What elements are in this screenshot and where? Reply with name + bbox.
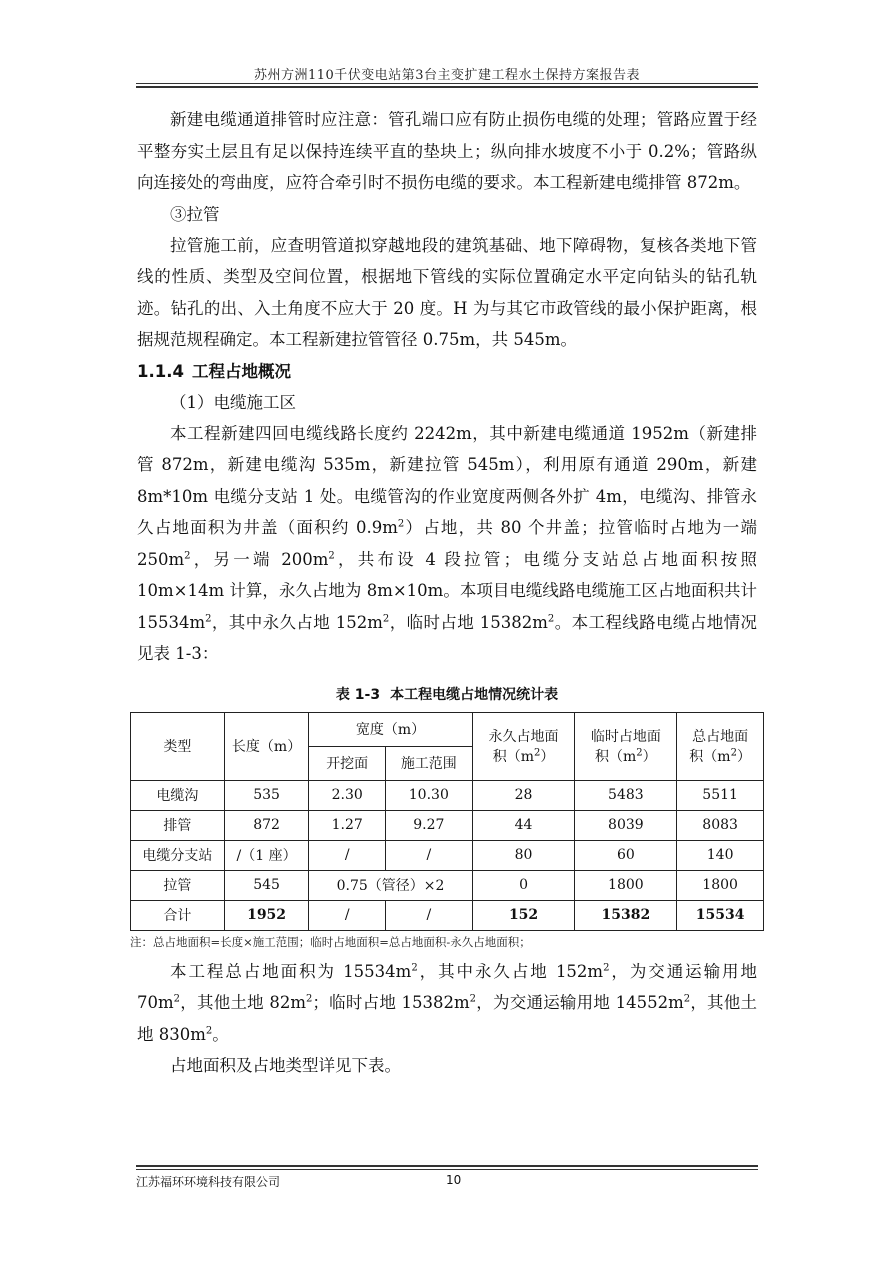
page-header-title: 苏州方洲110千伏变电站第3台主变扩建工程水土保持方案报告表 (253, 68, 641, 83)
table-header-row (131, 712, 764, 746)
superscript: 2 (205, 613, 212, 624)
header-rule (136, 83, 758, 84)
header-text: 永久占地面 (488, 729, 559, 745)
cell-permanent: 152 (472, 900, 575, 930)
superscript: 2 (328, 550, 335, 561)
header-text: 积（m (595, 749, 637, 765)
superscript: 2 (382, 613, 390, 624)
text-run: ，为交通运输用地 14552m (476, 993, 684, 1012)
header-permanent (472, 712, 575, 780)
superscript: 2 (469, 993, 477, 1005)
header-text: 总占地面 (692, 729, 749, 745)
superscript: 2 (173, 993, 181, 1005)
text-run: ）占地，共 80 个井盖；拉管临时占地为一端 250m (137, 518, 757, 569)
subheading-pull-pipe: ③拉管 (170, 204, 220, 224)
cell-excavation: 1.27 (309, 810, 386, 840)
header-width: 宽度（m） (309, 712, 472, 746)
header-text: ） (736, 749, 751, 765)
cell-construction: / (385, 840, 472, 870)
cell-construction: 10.30 (385, 780, 472, 810)
text-run: 。本工程线路电缆占地情况见表 1-3： (137, 612, 757, 663)
cell-permanent: 80 (472, 840, 575, 870)
paragraph-land-occupation (137, 418, 757, 670)
cell-type: 电缆沟 (131, 780, 225, 810)
paragraph-cable-duct: 新建电缆通道排管时应注意：管孔端口应有防止损伤电缆的处理；管路应置于经平整夯实土层且有足以保持连续平直的垫块上；纵向排水坡度不小于 0.2%；管路纵向连接处的弯曲度，应符合牵引时不损伤电缆的要求。本工程新建电缆排管 872m。 (137, 110, 757, 192)
superscript: 2 (184, 550, 191, 561)
text-run: ，另一端 200m (190, 549, 329, 569)
section-number: 1.1.4 (137, 361, 184, 381)
cell-temporary: 5483 (575, 780, 677, 810)
superscript: 2 (411, 962, 418, 973)
table-row (131, 810, 764, 840)
cell-type: 排管 (131, 810, 225, 840)
text-run: 本工程总占地面积为 15534m (170, 961, 412, 981)
header-total (677, 712, 764, 780)
superscript: 2 (603, 962, 610, 973)
document-body (130, 104, 758, 1082)
superscript: 2 (730, 747, 737, 759)
cell-total: 15534 (677, 900, 764, 930)
footer-rule-thick (136, 1165, 758, 1167)
header-rule-thick (136, 86, 758, 88)
paragraph-total-occupation (137, 956, 757, 1051)
cell-excavation: / (309, 840, 386, 870)
table-row (131, 870, 764, 900)
header-construction: 施工范围 (385, 746, 472, 780)
text-run: ，其他土地 830m (137, 993, 758, 1044)
text-run: ，共布设 4 段拉管；电缆分支站总占地面积按照 10m×14m 计算，永久占地为 8m×10m。本项目电缆线路电缆施工区占地面积共计 15534m (137, 549, 757, 632)
superscript: 2 (547, 613, 555, 624)
text-run: 。 (212, 1024, 229, 1044)
text-run: ，为交通运输用地 70m (137, 961, 757, 1012)
superscript: 2 (636, 747, 643, 759)
subheading-cable-construction-area: （1）电缆施工区 (170, 392, 296, 412)
cell-type: 拉管 (131, 870, 225, 900)
cell-excavation: / (309, 900, 386, 930)
table-caption (137, 684, 757, 704)
cell-width-merged: 0.75（管径）×2 (309, 870, 472, 900)
cell-total: 140 (677, 840, 764, 870)
text-run: 本工程新建四回电缆线路长度约 2242m，其中新建电缆通道 1952m（新建排管 872m，新建电缆沟 535m，新建拉管 545m），利用原有通道 290m，新建 8m*10m 电缆分支站 1 处。电缆管沟的作业宽度两侧各外扩 4m，电缆沟、排管永久占地面积为井盖（面积约 0.9m (137, 423, 757, 537)
paragraph-pull-pipe: 拉管施工前，应查明管道拟穿越地段的建筑基础、地下障碍物，复核各类地下管线的性质、类型及空间位置，根据地下管线的实际位置确定水平定向钻头的钻孔轨迹。钻孔的出、入土角度不应大于 20 度。H 为与其它市政管线的最小保护距离，根据规范规程确定。本工程新建拉管管径 0.75m，共 545m。 (137, 235, 757, 349)
table-number: 表 1-3 (335, 686, 381, 703)
header-temporary (575, 712, 677, 780)
cell-temporary: 60 (575, 840, 677, 870)
footer-company: 江苏福环环境科技有限公司 (136, 1175, 281, 1189)
header-excavation: 开挖面 (309, 746, 386, 780)
superscript: 2 (397, 518, 405, 530)
page-number: 10 (446, 1173, 462, 1187)
cell-total: 1800 (677, 870, 764, 900)
cell-temporary: 1800 (575, 870, 677, 900)
header-text: ） (642, 749, 657, 765)
cell-length: 872 (224, 810, 309, 840)
cell-type: 合计 (131, 900, 225, 930)
cell-construction: 9.27 (385, 810, 472, 840)
cell-length: /（1 座） (224, 840, 309, 870)
cell-temporary: 15382 (575, 900, 677, 930)
table-note: 注：总占地面积=长度×施工范围；临时占地面积=总占地面积-永久占地面积； (130, 934, 531, 949)
text-run: ，临时占地 15382m (389, 612, 548, 632)
paragraph-see-table: 占地面积及占地类型详见下表。 (170, 1056, 401, 1075)
table-row (131, 780, 764, 810)
table-total-row (131, 900, 764, 930)
text-run: ，其他土地 82m (180, 993, 307, 1012)
header-text: 积（m (492, 749, 534, 765)
cell-permanent: 0 (472, 870, 575, 900)
table-title: 本工程电缆占地情况统计表 (390, 686, 559, 703)
cell-type: 电缆分支站 (131, 840, 225, 870)
cell-length: 535 (224, 780, 309, 810)
header-text: 积（m (689, 749, 731, 765)
cell-permanent: 28 (472, 780, 575, 810)
section-title: 工程占地概况 (191, 361, 291, 381)
cell-temporary: 8039 (575, 810, 677, 840)
superscript: 2 (534, 747, 541, 759)
superscript: 2 (683, 993, 691, 1005)
cell-construction: / (385, 900, 472, 930)
text-run: ；临时占地 15382m (312, 993, 470, 1012)
cell-excavation: 2.30 (309, 780, 386, 810)
cell-length: 545 (224, 870, 309, 900)
superscript: 2 (205, 1025, 213, 1036)
land-occupation-table (130, 712, 764, 931)
header-length: 长度（m） (224, 712, 309, 780)
section-heading (137, 356, 757, 387)
superscript: 2 (306, 993, 313, 1005)
header-text: ） (540, 749, 555, 765)
header-type: 类型 (131, 712, 225, 780)
table-row (131, 840, 764, 870)
header-text: 临时占地面 (590, 729, 661, 745)
text-run: ，其中永久占地 152m (417, 961, 604, 981)
cell-length: 1952 (224, 900, 309, 930)
text-run: ，其中永久占地 152m (211, 612, 383, 632)
cell-permanent: 44 (472, 810, 575, 840)
cell-total: 8083 (677, 810, 764, 840)
cell-total: 5511 (677, 780, 764, 810)
footer-rule (136, 1169, 758, 1170)
